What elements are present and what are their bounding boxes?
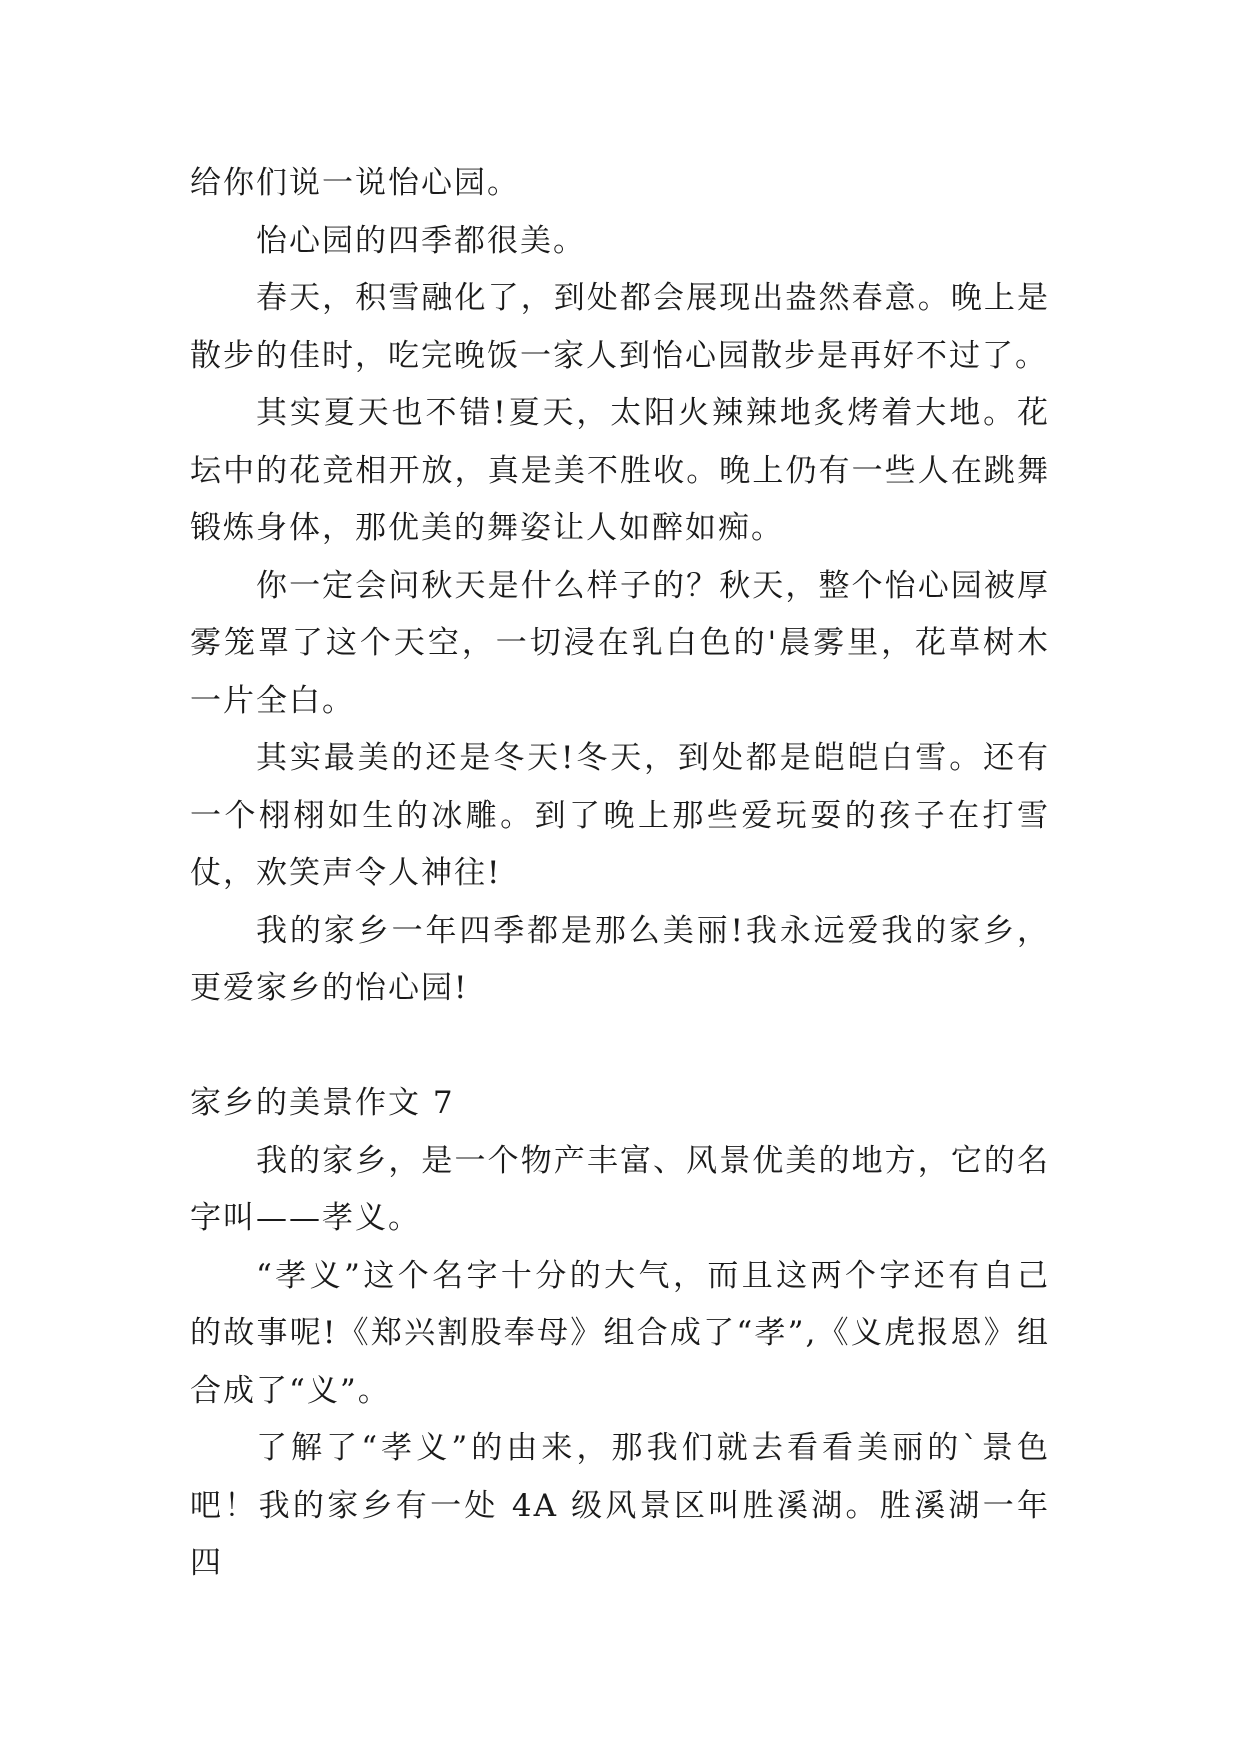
section-heading: 家乡的美景作文 7 — [190, 1085, 455, 1121]
paragraph-scenery: 了解了“孝义”的由来，那我们就去看看美丽的`景色吧！我的家乡有一处 4A 级风景区叫胜溪湖。胜溪湖一年四 — [190, 1430, 1050, 1581]
paragraph-spring: 春天，积雪融化了，到处都会展现出盎然春意。晚上是散步的佳时，吃完晚饭一家人到怡心园散步是再好不过了。 — [190, 280, 1050, 374]
paragraph-autumn: 你一定会问秋天是什么样子的？秋天，整个怡心园被厚雾笼罩了这个天空，一切浸在乳白色的'晨雾里，花草树木一片全白。 — [190, 567, 1050, 719]
document-body — [190, 155, 1050, 1593]
section-spacer — [190, 1018, 1050, 1076]
paragraph-four-seasons: 怡心园的四季都很美。 — [256, 222, 586, 259]
paragraph-conclusion: 我的家乡一年四季都是那么美丽!我永远爱我的家乡，更爱家乡的怡心园! — [190, 912, 1050, 1006]
paragraph-summer: 其实夏天也不错!夏天，太阳火辣辣地炙烤着大地。花坛中的花竞相开放，真是美不胜收。晚上仍有一些人在跳舞锻炼身体，那优美的舞姿让人如醉如痴。 — [190, 395, 1050, 546]
paragraph-winter: 其实最美的还是冬天!冬天，到处都是皑皑白雪。还有一个栩栩如生的冰雕。到了晚上那些爱玩耍的孩子在打雪仗，欢笑声令人神往! — [190, 740, 1050, 891]
paragraph-hometown-name: 我的家乡，是一个物产丰富、风景优美的地方，它的名字叫——孝义。 — [190, 1142, 1050, 1236]
paragraph-name-origin: “孝义”这个名字十分的大气，而且这两个字还有自己的故事呢!《郑兴割股奉母》组合成了“孝”,《义虎报恩》组合成了“义”。 — [190, 1257, 1050, 1409]
paragraph-intro: 给你们说一说怡心园。 — [190, 165, 520, 201]
